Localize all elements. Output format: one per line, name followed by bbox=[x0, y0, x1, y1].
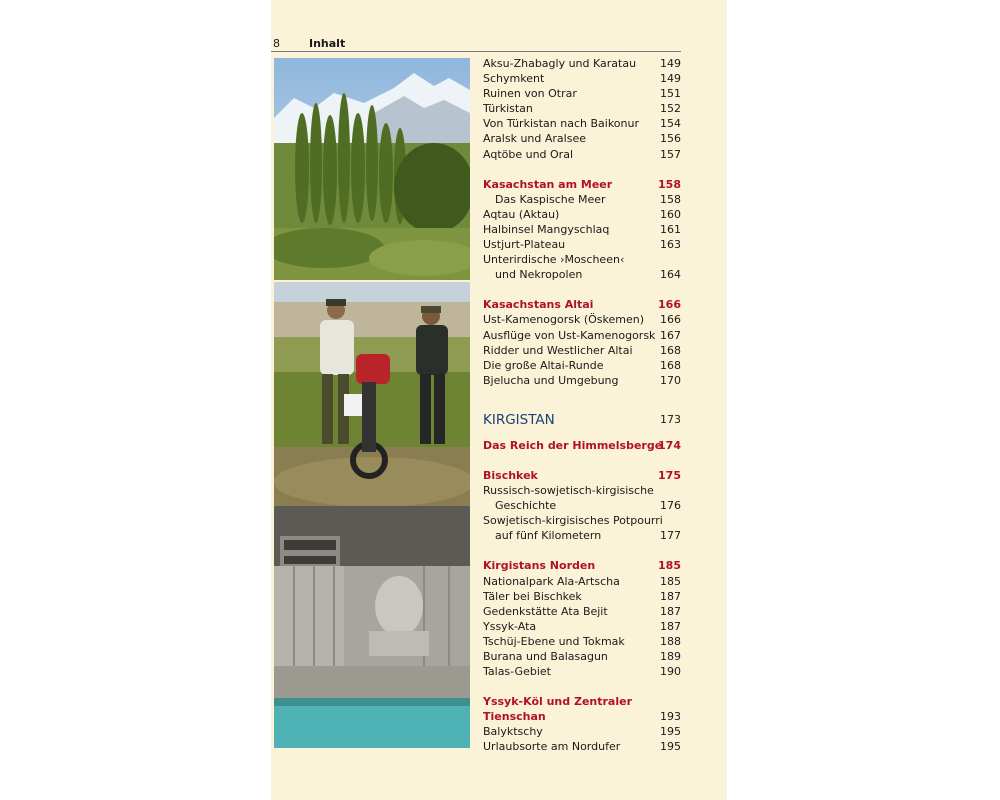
photo-poplar-trees bbox=[274, 58, 470, 280]
toc-entry[interactable]: Geschichte 176 bbox=[495, 499, 681, 513]
page-title: Inhalt bbox=[309, 37, 346, 50]
toc-entry[interactable]: Tschüj-Ebene und Tokmak 188 bbox=[483, 634, 681, 648]
toc-entry[interactable]: Nationalpark Ala-Artscha 185 bbox=[483, 574, 681, 588]
toc-entry[interactable]: Unterirdische ›Moscheen‹ bbox=[483, 253, 625, 267]
photo-lenin-dam bbox=[274, 506, 470, 748]
toc-entry[interactable]: Von Türkistan nach Baikonur 154 bbox=[483, 117, 681, 131]
page-number: 8 bbox=[273, 37, 280, 50]
toc-section-heading[interactable]: Tienschan 193 bbox=[483, 710, 681, 724]
toc-entry[interactable]: Balyktschy 195 bbox=[483, 725, 681, 739]
toc-section-heading[interactable]: Kasachstan am Meer 158 bbox=[483, 177, 681, 191]
photo-motorbike-men bbox=[274, 282, 470, 506]
toc-entry[interactable]: Gedenkstätte Ata Bejit 187 bbox=[483, 604, 681, 618]
toc-entry[interactable]: Ridder und Westlicher Altai 168 bbox=[483, 343, 681, 357]
toc-entry[interactable]: Die große Altai-Runde 168 bbox=[483, 358, 681, 372]
toc-entry[interactable]: Yssyk-Ata 187 bbox=[483, 619, 681, 633]
toc-entry[interactable]: Aqtau (Aktau) 160 bbox=[483, 207, 681, 221]
toc-section-heading[interactable]: Bischkek 175 bbox=[483, 468, 681, 482]
toc-entry[interactable]: Aksu-Zhabagly und Karatau 149 bbox=[483, 57, 681, 70]
toc-entry[interactable]: Burana und Balasagun 189 bbox=[483, 650, 681, 663]
toc-section-heading[interactable]: Yssyk-Köl und Zentraler bbox=[483, 695, 632, 709]
page-header bbox=[271, 37, 681, 52]
toc-section-heading[interactable]: Kirgistans Norden 185 bbox=[483, 559, 681, 573]
toc-entry[interactable]: und Nekropolen 164 bbox=[495, 268, 681, 282]
toc-entry[interactable]: Sowjetisch-kirgisisches Potpourri bbox=[483, 514, 663, 528]
toc-entry[interactable]: Urlaubsorte am Nordufer 195 bbox=[483, 740, 681, 754]
table-of-contents bbox=[483, 56, 683, 755]
toc-entry[interactable]: auf fünf Kilometern 177 bbox=[495, 529, 681, 543]
toc-entry[interactable]: Schymkent 149 bbox=[483, 72, 681, 86]
toc-country-heading[interactable]: KIRGISTAN 173 bbox=[483, 411, 681, 428]
toc-entry[interactable]: Täler bei Bischkek 187 bbox=[483, 589, 681, 603]
toc-entry[interactable]: Aqtöbe und Oral 157 bbox=[483, 147, 681, 161]
toc-entry[interactable]: Ausflüge von Ust-Kamenogorsk 167 bbox=[483, 328, 681, 342]
toc-entry[interactable]: Talas-Gebiet 190 bbox=[483, 665, 681, 679]
toc-entry[interactable]: Aralsk und Aralsee 156 bbox=[483, 132, 681, 146]
toc-entry[interactable]: Ruinen von Otrar 151 bbox=[483, 87, 681, 101]
toc-section-heading[interactable]: Kasachstans Altai 166 bbox=[483, 298, 681, 312]
toc-entry[interactable]: Bjelucha und Umgebung 170 bbox=[483, 373, 681, 387]
toc-entry[interactable]: Russisch-sowjetisch-kirgisische bbox=[483, 484, 654, 498]
toc-entry[interactable]: Das Kaspische Meer 158 bbox=[495, 192, 681, 206]
toc-entry[interactable]: Ustjurt-Plateau 163 bbox=[483, 238, 681, 252]
toc-section-heading[interactable]: Das Reich der Himmelsberge 174 bbox=[483, 438, 681, 452]
toc-entry[interactable]: Halbinsel Mangyschlaq 161 bbox=[483, 222, 681, 236]
toc-entry[interactable]: Türkistan 152 bbox=[483, 102, 681, 116]
toc-entry[interactable]: Ust-Kamenogorsk (Öskemen) 166 bbox=[483, 313, 681, 327]
